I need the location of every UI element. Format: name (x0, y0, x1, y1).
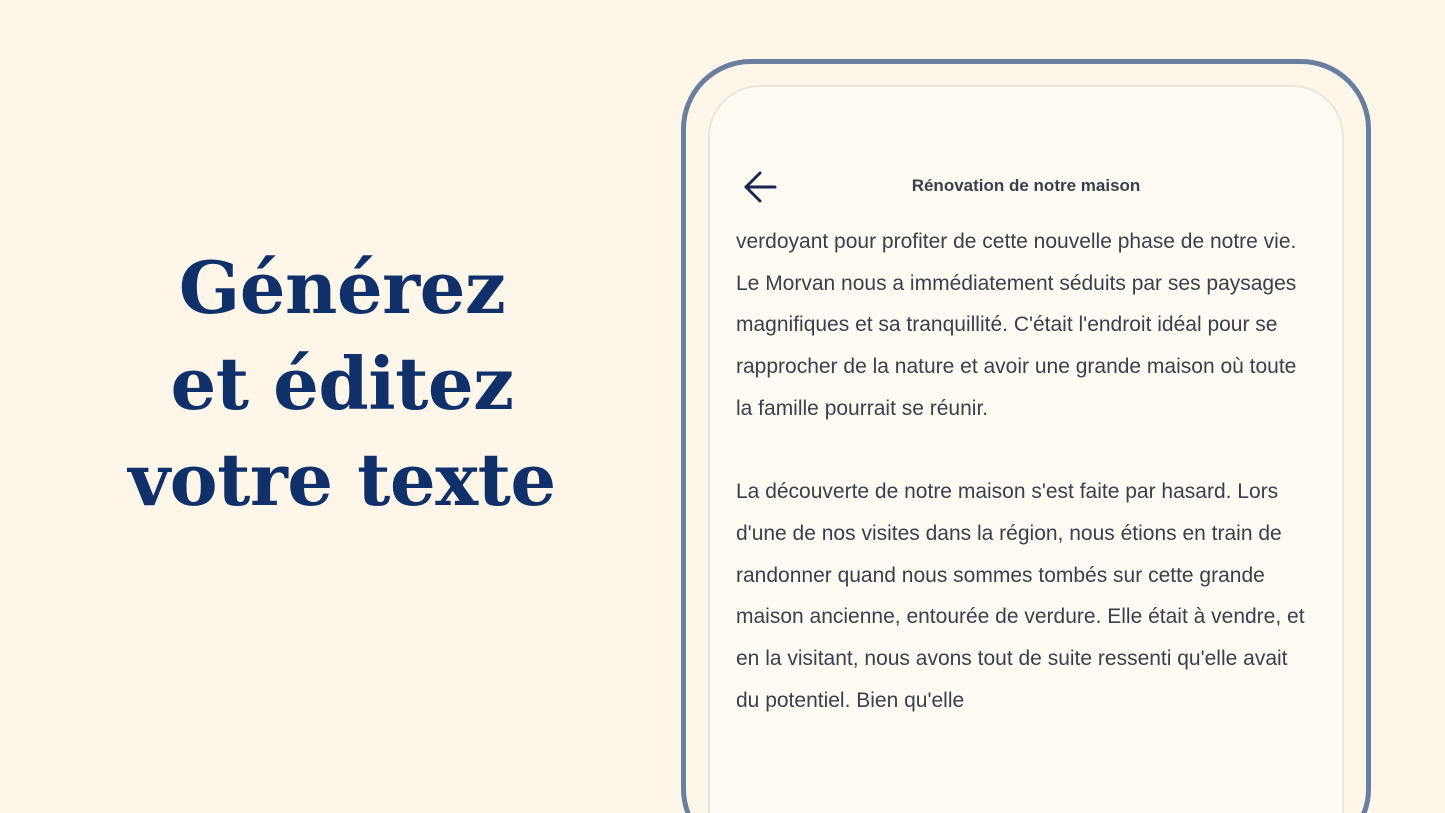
paragraph: La découverte de notre maison s'est faite par hasard. Lors d'une de nos visites dans la région, nous étions en train de randonner quand nous sommes tombés sur cette grande maison ancienne, entourée de verdure. Elle était à vendre, et en la visitant, nous avons tout de suite ressenti qu'elle avait du potentiel. Bien qu'elle (736, 480, 1305, 712)
paragraph: verdoyant pour profiter de cette nouvelle phase de notre vie. Le Morvan nous a immédiatement séduits par ses paysages magnifiques et sa tranquillité. C'était l'endroit idéal pour se rapprocher de la nature et avoir une grande maison où toute la famille pourrait se réunir. (736, 230, 1297, 420)
headline (72, 240, 612, 528)
screen-title: Rénovation de notre maison (911, 176, 1141, 195)
headline-line-3: votre texte (128, 437, 556, 522)
phone-screen (708, 85, 1344, 813)
text-editor-content[interactable] (736, 221, 1316, 763)
headline-line-1: Générez (178, 245, 506, 330)
app-header (710, 87, 1342, 227)
headline-line-2: et éditez (170, 341, 514, 426)
